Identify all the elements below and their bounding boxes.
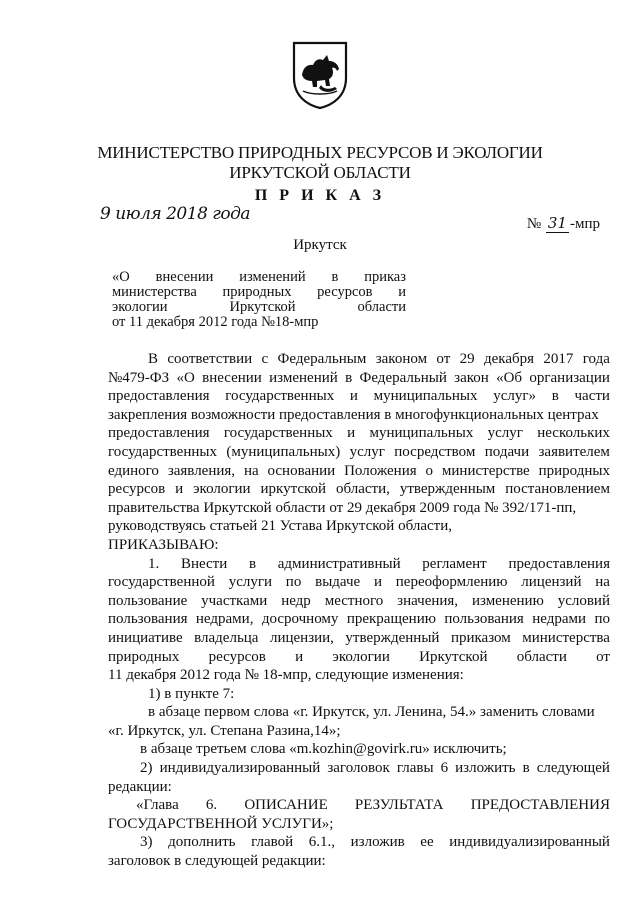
text-word: услуг» (493, 388, 536, 405)
body-line (108, 480, 610, 499)
text-word: услуги (228, 574, 273, 591)
text-word: в (331, 269, 339, 285)
title-line (112, 270, 406, 285)
text-word: следующей (536, 760, 610, 777)
text-word: ресурсов (208, 648, 266, 665)
text-word: №479-ФЗ (108, 369, 170, 386)
text-word: заявления, (167, 462, 236, 479)
text-word: недрами, (195, 611, 254, 628)
body-line (108, 517, 610, 536)
text-word: экологии (332, 648, 390, 665)
title-line (112, 285, 406, 300)
text-word: «О (176, 369, 195, 386)
text-word: заявителем (538, 443, 610, 460)
text-word: местного (324, 592, 384, 609)
text-word: недр (281, 592, 311, 609)
order-subject-title (112, 270, 406, 330)
text-word: ОПИСАНИЕ (244, 797, 328, 814)
body-line (108, 722, 610, 741)
body-line (108, 424, 610, 443)
body-line (108, 369, 610, 388)
text-word: законом (375, 351, 428, 367)
body-line (108, 629, 610, 648)
city: Иркутск (293, 237, 347, 253)
text-word: природных (222, 284, 292, 300)
ministry-name (0, 143, 640, 183)
text-word: ее (420, 834, 434, 851)
text-word: Положения (344, 462, 417, 479)
text-word: в абзаце первом слова «г. Иркутск, ул. Ленина, 54.» заменить словами (148, 704, 595, 721)
body-line (108, 499, 610, 518)
body-line (108, 573, 610, 592)
body-line (108, 740, 610, 759)
text-word: заголовок (327, 760, 390, 777)
text-word: 11 декабря 2012 года № 18-мпр, следующие изменения: (108, 667, 464, 684)
text-word: декабря (484, 351, 535, 367)
text-word: ресурсов (108, 481, 166, 498)
text-word: Федеральный (359, 369, 447, 386)
text-word: Внести (180, 555, 228, 572)
text-word: утвержденный (345, 629, 440, 646)
text-word: министерства (112, 284, 197, 300)
text-word: 6. (205, 797, 218, 814)
text-word: на (243, 462, 259, 479)
text-word: лицензии, (269, 629, 334, 646)
text-word: организации (529, 369, 610, 386)
text-word: Иркутской (229, 299, 296, 315)
text-word: природных (538, 462, 610, 479)
text-word: изложить (455, 760, 516, 777)
body-line (108, 536, 610, 555)
text-word: части (574, 388, 610, 405)
handwritten-number: 31 (547, 214, 567, 232)
text-word: условий (557, 592, 610, 609)
text-word: руководствуясь статьей 21 Устава Иркутской области, (108, 518, 452, 535)
text-word: экологии (112, 299, 168, 315)
text-word: государственных (225, 388, 335, 405)
body-line (108, 778, 610, 797)
body-line (108, 555, 610, 574)
text-word: изменений (269, 369, 338, 386)
text-word: главы (396, 760, 434, 777)
handwritten-date: 9 июля 2018 года (100, 204, 251, 224)
text-word: изложив (350, 834, 405, 851)
text-word: 3) (140, 834, 153, 851)
text-word: «Об (496, 369, 523, 386)
body-line (108, 666, 610, 685)
body-line (108, 387, 610, 406)
text-word: 2017 (543, 351, 574, 367)
text-word: В (148, 351, 159, 367)
body-line (108, 852, 610, 871)
text-word: приказом (450, 629, 511, 646)
text-word: предоставления (108, 425, 210, 442)
text-word: услуг (349, 443, 385, 460)
order-title: П Р И К А З (254, 187, 386, 204)
text-word: индивидуализированный (449, 834, 610, 851)
text-word: на (595, 574, 610, 591)
coat-of-arms-icon (291, 40, 349, 110)
text-word: области (357, 299, 406, 315)
text-word: государственных (108, 443, 217, 460)
body-line (108, 592, 610, 611)
text-word: природных (108, 648, 180, 665)
text-word: заголовок в следующей редакции: (108, 853, 326, 870)
text-word: «Глава (136, 797, 179, 814)
text-word: государственной (108, 574, 215, 591)
body-line (108, 462, 610, 481)
text-word: внесении (155, 269, 214, 285)
text-word: по (285, 574, 302, 591)
text-word: недрами (532, 611, 587, 628)
text-word: области, (335, 481, 390, 498)
text-word: инициативе (108, 629, 183, 646)
text-word: ПРИКАЗЫВАЮ: (108, 536, 219, 553)
text-word: ресурсов (317, 284, 373, 300)
text-word: в (345, 369, 353, 386)
text-word: и (175, 481, 184, 498)
text-word: иркутской (260, 481, 327, 498)
title-line (112, 315, 406, 330)
text-word: внесении (202, 369, 262, 386)
body-line (108, 610, 610, 629)
text-word: муниципальных (369, 425, 474, 442)
text-word: закрепления возможности предоставления в многофункциональных центрах (108, 406, 599, 423)
text-word: досрочному (261, 611, 339, 628)
text-word: и (349, 388, 358, 405)
text-word: государственных (223, 425, 333, 442)
text-word: Федеральным (277, 351, 367, 367)
text-word: дополнить (168, 834, 236, 851)
text-word: владельца (194, 629, 259, 646)
text-word: регламент (422, 555, 487, 572)
text-word: основании (267, 462, 336, 479)
text-word: прекращению (346, 611, 436, 628)
text-word: нескольких (537, 425, 610, 442)
text-word: и (295, 648, 304, 665)
text-word: года (582, 351, 610, 367)
text-word: 6 (440, 760, 449, 777)
text-word: по (594, 611, 610, 628)
text-word: в (248, 555, 257, 572)
text-word: постановлением (505, 481, 610, 498)
body-line (108, 406, 610, 425)
text-word: правительства Иркутской области от 29 декабря 2009 года № 392/171-пп, (108, 499, 577, 516)
body-line (108, 685, 610, 704)
text-word: переоформлению (395, 574, 508, 591)
text-word: «г. Иркутск, ул. Степана Разина,14»; (108, 722, 341, 739)
text-word: в абзаце третьем слова «m.kozhin@govirk.ru» исключить; (140, 741, 507, 758)
ministry-name-line2: ИРКУТСКОЙ ОБЛАСТИ (229, 163, 411, 182)
text-word: Иркутской (419, 648, 488, 665)
text-word: предоставления (508, 555, 610, 572)
body-line (108, 350, 610, 369)
text-word: и (373, 574, 382, 591)
text-word: пользование (108, 592, 188, 609)
text-word: утвержденным (399, 481, 496, 498)
text-word: пользования (108, 611, 188, 628)
body-line (108, 703, 610, 722)
body-line (108, 648, 610, 667)
text-word: изменению (471, 592, 544, 609)
text-word: о (425, 462, 434, 479)
text-word: ПРЕДОСТАВЛЕНИЯ (470, 797, 610, 814)
text-word: и (398, 284, 406, 300)
text-word: от (436, 351, 451, 367)
text-word: единого (108, 462, 159, 479)
text-word: участками (201, 592, 268, 609)
body-line (108, 759, 610, 778)
title-line (112, 300, 406, 315)
text-word: 1. (148, 555, 160, 572)
text-word: министерстве (441, 462, 530, 479)
text-word: экологии (193, 481, 251, 498)
text-word: лицензий (521, 574, 582, 591)
text-word: административный (277, 555, 401, 572)
text-word: ГОСУДАРСТВЕННОЙ УСЛУГИ»; (108, 815, 334, 832)
body-line (108, 796, 610, 815)
text-word: значения, (397, 592, 459, 609)
text-word: подачи (484, 443, 530, 460)
text-word: (муниципальных) (226, 443, 341, 460)
text-word: муниципальных (373, 388, 478, 405)
text-word: от (596, 648, 610, 665)
text-word: с (261, 351, 269, 367)
text-word: от 11 декабря 2012 года №18-мпр (112, 314, 319, 330)
text-word: предоставления (108, 388, 210, 405)
text-word: и (347, 425, 356, 442)
text-word: закон (454, 369, 489, 386)
text-word: посредством (394, 443, 476, 460)
text-word: 29 (459, 351, 475, 367)
number-prefix: № (526, 216, 542, 232)
number-suffix: -мпр (569, 216, 600, 232)
text-word: «О (112, 269, 130, 285)
text-word: индивидуализированный (159, 760, 321, 777)
text-word: области (516, 648, 567, 665)
text-word: пользования (444, 611, 524, 628)
text-word: РЕЗУЛЬТАТА (354, 797, 444, 814)
body-line (108, 443, 610, 462)
text-word: главой (251, 834, 294, 851)
text-word: в (551, 388, 559, 405)
text-word: приказ (364, 269, 406, 285)
text-word: услуг (487, 425, 523, 442)
text-word: выдаче (315, 574, 361, 591)
text-word: 1) в пункте 7: (148, 685, 235, 702)
order-number (527, 214, 600, 233)
body-line (108, 815, 610, 834)
text-word: 2) (140, 760, 153, 777)
ministry-name-line1: МИНИСТЕРСТВО ПРИРОДНЫХ РЕСУРСОВ И ЭКОЛОГИИ (97, 143, 543, 162)
text-word: редакции: (108, 778, 172, 795)
text-word: в (522, 760, 530, 777)
text-word: соответствии (167, 351, 253, 367)
text-word: министерства (522, 629, 610, 646)
order-body (108, 350, 610, 871)
text-word: 6.1., (308, 834, 336, 851)
text-word: изменений (239, 269, 306, 285)
body-line (108, 833, 610, 852)
